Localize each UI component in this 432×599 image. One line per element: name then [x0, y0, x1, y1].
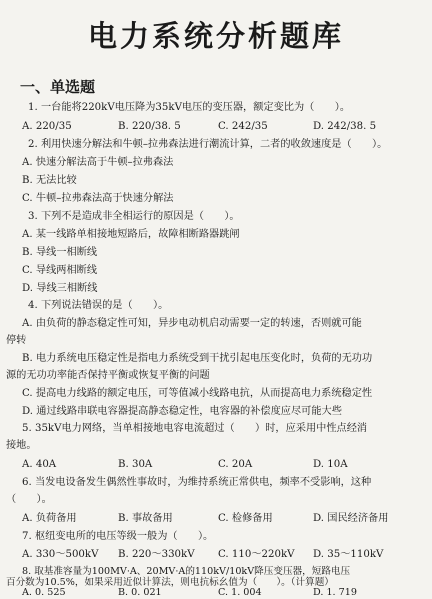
option-b: B. 导线一相断线 — [22, 247, 98, 258]
option-d: D. 10A — [313, 459, 348, 470]
option-d: D. 国民经济备用 — [313, 513, 389, 524]
question-2: 2. 利用快速分解法和牛顿–拉弗森法进行潮流计算，二者的收敛速度是（ ）。 — [28, 139, 388, 150]
option-d: D. 导线三相断线 — [22, 283, 98, 294]
option-a: A. 某一线路单相接地短路后，故障相断路器跳闸 — [22, 229, 240, 240]
question-6-continued: （ ）。 — [6, 494, 52, 505]
question-8: 8. 取基准容量为100MV·A、20MV·A的110kV/10kV降压变压器，短路电压 — [22, 566, 351, 577]
option-a: A. 负荷备用 — [22, 513, 77, 524]
option-c: C. 20A — [218, 459, 253, 470]
option-c: C. 提高电力线路的额定电压，可等值减小线路电抗，从而提高电力系统稳定性 — [22, 388, 373, 399]
option-c: C. 牛顿–拉弗森法高于快速分解法 — [22, 193, 174, 204]
option-c: C. 110～220kV — [218, 549, 295, 560]
option-c: C. 导线两相断线 — [22, 265, 98, 276]
question-1: 1. 一台能将220kV电压降为35kV电压的变压器，额定变比为（ ）。 — [28, 102, 351, 113]
question-4: 4. 下列说法错误的是（ ）。 — [28, 300, 169, 311]
option-a: A. 40A — [22, 459, 57, 470]
option-a: A. 由负荷的静态稳定性可知，异步电动机启动需要一定的转速，否则就可能 — [22, 318, 362, 329]
option-b: B. 30A — [118, 459, 153, 470]
question-6: 6. 当发电设备发生偶然性事故时，为维持系统正常供电，频率不受影响，这种 — [22, 477, 372, 488]
option-a: A. 220/35 — [22, 121, 72, 132]
question-3: 3. 下列不是造成非全相运行的原因是（ ）。 — [28, 211, 240, 222]
question-7: 7. 枢纽变电所的电压等级一般为（ ）。 — [22, 531, 214, 542]
option-b: B. 220～330kV — [118, 549, 195, 560]
option-b: B. 无法比较 — [22, 175, 77, 186]
option-c: C. 检修备用 — [218, 513, 273, 524]
question-5: 5. 35kV电力网络，当单相接地电容电流超过（ ）时，应采用中性点经消 — [22, 423, 368, 434]
section-heading: 一、单选题 — [20, 78, 96, 96]
option-a-continued: 停转 — [6, 335, 27, 346]
option-c: C. 1. 004 — [218, 587, 262, 598]
question-8-continued: 百分数为10.5%，如果采用近似计算法，则电抗标幺值为（ ）。（计算题） — [6, 577, 334, 588]
option-d: D. 35～110kV — [313, 549, 384, 560]
option-d: D. 1. 719 — [313, 587, 357, 598]
option-b-continued: 源的无功功率能否保持平衡或恢复平衡的问题 — [6, 370, 210, 381]
question-5-continued: 接地。 — [6, 440, 37, 451]
option-d: D. 242/38. 5 — [313, 121, 377, 132]
page-title: 电力系统分析题库 — [87, 19, 344, 53]
option-b: B. 220/38. 5 — [118, 121, 181, 132]
option-a: A. 快速分解法高于牛顿–拉弗森法 — [22, 157, 174, 168]
option-b: B. 电力系统电压稳定性是指电力系统受到干扰引起电压变化时，负荷的无功功 — [22, 353, 373, 364]
option-a: A. 330～500kV — [22, 549, 99, 560]
option-b: B. 事故备用 — [118, 513, 173, 524]
option-d: D. 通过线路串联电容器提高静态稳定性，电容器的补偿度应尽可能大些 — [22, 406, 342, 417]
option-b: B. 0. 021 — [118, 587, 162, 598]
option-a: A. 0. 525 — [22, 587, 66, 598]
option-c: C. 242/35 — [218, 121, 268, 132]
